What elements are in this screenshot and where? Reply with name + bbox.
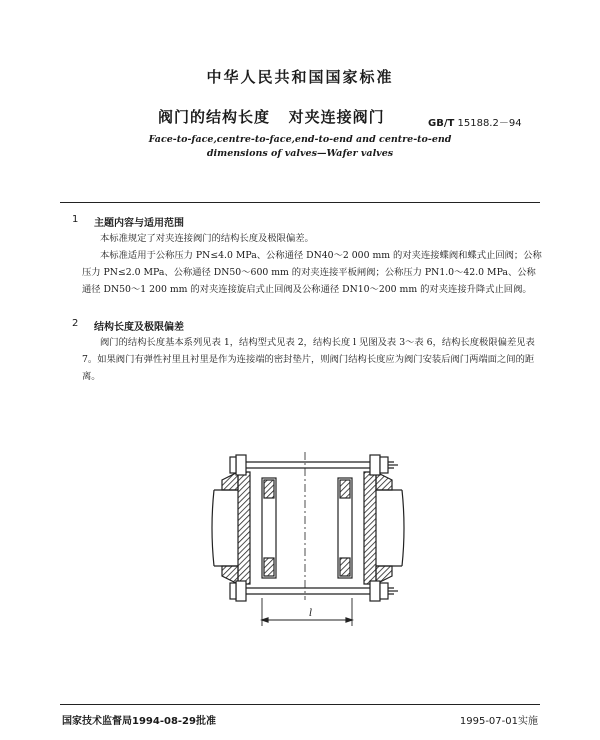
standard-code-prefix: GB/T [428, 118, 455, 129]
footer-divider [60, 704, 540, 705]
right-flange [364, 472, 376, 584]
approval-date: 国家技术监督局1994-08-29批准 [62, 716, 216, 727]
bottom-bolt-head-left [236, 581, 246, 601]
section-1-number: 1 [72, 214, 79, 225]
left-flange [238, 472, 250, 584]
right-pipe-break [402, 490, 404, 566]
implementation-date: 1995-07-01实施 [459, 716, 538, 727]
bottom-bolt-nut-right [370, 581, 380, 601]
top-bolt-nut-right [370, 455, 380, 475]
section-1-heading: 主题内容与适用范围 [94, 218, 184, 229]
section-2-heading: 结构长度及极限偏差 [94, 322, 184, 333]
section-2-paragraph-1: 阀门的结构长度基本系列见表 1，结构型式见表 2，结构长度 l 见图及表 3～表 6，结构长度极限偏差见表 7。如果阀门有弹性衬里且衬里是作为连接端的密封垫片，则阀门结构长度应为阀门安装后阀门两端面之间的距离。 [82, 337, 535, 382]
dimension-label-l: l [309, 608, 313, 619]
section-1-paragraph-1: 本标准规定了对夹连接阀门的结构长度及极限偏差。 [100, 233, 314, 244]
standard-code-number: 15188.2－94 [457, 118, 522, 129]
top-bolt-head-left [236, 455, 246, 475]
section-2-number: 2 [72, 318, 79, 329]
standard-title-english-line2: dimensions of valves—Wafer valves [206, 148, 394, 159]
national-standard-title: 中华人民共和国国家标准 [206, 68, 394, 86]
left-pipe-break [212, 490, 214, 566]
standard-title-english-line1: Face-to-face,centre-to-face,end-to-end and centre-to-end [148, 134, 452, 145]
standard-title-chinese: 阀门的结构长度 对夹连接阀门 [158, 108, 385, 126]
section-1-paragraph-2: 本标准适用于公称压力 PN≤4.0 MPa、公称通径 DN40～2 000 mm 的对夹连接蝶阀和蝶式止回阀；公称压力 PN≤2.0 MPa、公称通径 DN50～600 mm 的对夹连接平板闸阀；公称压力 PN1.0～42.0 MPa、公称通径 DN50～1 200 mm 的对夹连接旋启式止回阀及公称通径 DN10～200 mm 的对夹连接升降式止回阀。 [82, 250, 542, 295]
